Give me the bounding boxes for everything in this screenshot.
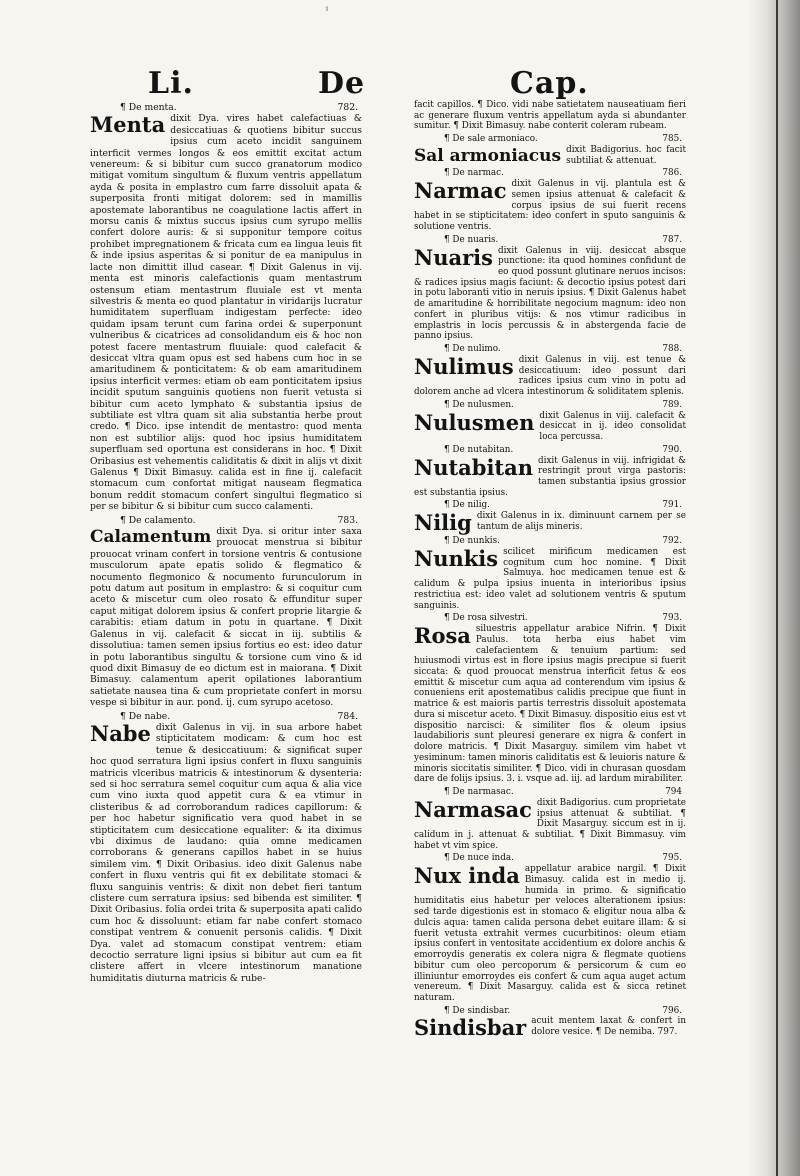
- entry-body: [90, 526, 362, 709]
- entry: [414, 853, 686, 1003]
- entry-lemma: Sal armoniacus: [414, 145, 562, 166]
- entry: [414, 445, 686, 499]
- entry-number: 787.: [662, 234, 682, 245]
- entry-text: dixit Badigorius. hoc facit subtiliat & attenuat.: [566, 144, 686, 166]
- entry-heading: [414, 445, 686, 456]
- entry-body: [414, 411, 686, 443]
- entry-rubric: ¶ De sale armoniaco.: [444, 134, 538, 145]
- entry-text: dixit Galenus in vij. in sua arbore habet stipticitatem modicam: & cum hoc est tenue & desiccatiuum: & significat super hoc quod serratura ligni ipsius confert in fluxu sanguinis matricis vlceribus matricis & intestinorum & dysenteria: sed si hoc serratura semel coquitur cum aqua & alia vice cum vino iuxta quod appetit cura & ea vtimur in clisteribus & ad corroborandum radices capillorum: & per hoc habetur significatio vera quod habet in se stipticitatem cum desiccatione equaliter: & ita diximus vbi diximus de laudano: quia omne medicamen corroborans & generans capillos habet in se huius similem vim. ¶ Dixit Oribasius. ideo dixit Galenus nabe confert in fluxu ventris qui fit ex debilitate stomaci & fluxu sanguinis ventris: & dixit non debet fieri tantum clistere cum serratura ipsius: sed bibenda est similiter. ¶ Dixit Oribasius. folia ordei trita & superposita apati calido cum hoc & dissoluunt: etiam far nabe confert stomaco constipat ventrem & conuenit personis calidis. ¶ Dixit Dya. valet ad stomacum constipat ventrem: etiam decoctio serrature ligni ipsius si bibitur aut cum ea fit clistere affert in vlcere intestinorum manatione humiditatis diuturna matricis & rube-: [90, 721, 362, 984]
- entry-rubric: ¶ De nutabitan.: [444, 444, 514, 455]
- entry-heading: [414, 168, 686, 179]
- entry-text: dixit Galenus in viij. est tenue & desiccatiuum: ideo possunt dari radices ipsius cum vino in potu ad dolorem anche ad vlcera intestinorum & soliditatem splenis.: [414, 354, 686, 398]
- entry-lemma: Nabe: [90, 720, 151, 746]
- book-gutter: [748, 0, 800, 1176]
- entry-number: 784.: [337, 710, 358, 722]
- entry-number: 782.: [337, 102, 358, 113]
- entry-heading: [414, 787, 686, 798]
- entry-rubric: ¶ De nulusmen.: [444, 399, 514, 410]
- entry-text: scilicet mirificum medicamen est cognitum cum hoc nomine. ¶ Dixit Salmuya. hoc medicamen tenue est & calidum & pulpa ipsius inuenta in interioribus ipsius restrictiua est: ideo valet ad solutionem ventris & sputum sanguinis.: [414, 546, 686, 611]
- entry-lemma: Sindisbar: [414, 1015, 527, 1041]
- entry: [414, 168, 686, 232]
- entry-text: facit capillos. ¶ Dico. vidi nabe satietatem nauseatiuam fieri ac generare fluxum ventris appellatum ayda si abundanter sumitur. ¶ Dixit Bimasuy. nabe conterit coleram rubeam.: [414, 100, 686, 132]
- entry-rubric: ¶ De nabe.: [120, 710, 171, 722]
- entry-rubric: ¶ De calamento.: [120, 514, 196, 526]
- entry: [414, 134, 686, 166]
- entry-number: 786.: [662, 168, 682, 179]
- entry-body: [414, 864, 686, 1004]
- entry-body: [90, 113, 362, 512]
- entry-body: [90, 722, 362, 984]
- entry-lemma: Nulimus: [414, 353, 514, 379]
- entry-lemma: Narmac: [414, 178, 507, 204]
- right-column: [414, 100, 686, 1039]
- entry-text: dixit Galenus in viij. desiccat absque punctione: ita quod homines confidunt de eo quod possunt glutinare neruos incisos: & radices ipsius magis faciunt: & decoctio ipsius potest dari in potu laboranti vitio in neruis ipsius. ¶ Dixit Galenus habet de amaritudine & horribilitate negocium magnum: ideo non confert in pluribus vitijs: & nos vtimur radicibus in emplastris in locis percussis & in abstergenda facie de panno ipsius.: [414, 245, 686, 342]
- running-head-chapter: Cap.: [510, 66, 589, 101]
- running-head-book: Li.: [148, 66, 194, 101]
- entry-number: 791.: [662, 500, 682, 511]
- entry-rubric: ¶ De rosa silvestri.: [444, 613, 528, 624]
- entry-body: [414, 798, 686, 852]
- entry-rubric: ¶ De nilig.: [444, 500, 490, 511]
- entry: [414, 787, 686, 851]
- entry-text: dixit Galenus in vij. plantula est & semen ipsius attenuat & calefacit & corpus ipsius de sui fuerit recens habet in se stipticitatem: ideo confert in sputo sanguinis & solutione ventris.: [414, 179, 686, 233]
- page-mark: ¹: [325, 6, 330, 17]
- entry-number: 785.: [662, 134, 682, 145]
- entry: [90, 102, 362, 513]
- entry-number: 794: [665, 787, 682, 798]
- entry-rubric: ¶ De nuaris.: [444, 234, 499, 245]
- entry-lemma: Narmasac: [414, 796, 532, 822]
- entry-number: 789.: [662, 399, 682, 410]
- entry: [90, 515, 362, 709]
- entry-rubric: ¶ De nuce inda.: [444, 853, 514, 864]
- entry-heading: [90, 711, 362, 722]
- entry-number: 796.: [662, 1005, 682, 1016]
- entry-number: 783.: [337, 514, 358, 526]
- entry-number: 788.: [662, 344, 682, 355]
- entry-lemma: Rosa: [414, 623, 471, 649]
- entry: [414, 235, 686, 342]
- entry-text: appellatur arabice nargil. ¶ Dixit Bimasuy. calida est in medio ij. humida in primo. & significatio humiditatis eius habetur per veloces alterationem ipsius: sed tarde digestionis est in stomaco & eligitur noua alba & dulcis aqua: tamen calida persona debet euitare illam: & si fuerit vetusta extrahit vermes cucurbitinos: oleum etiam ipsius confert in ventositate accidentium ex dolore anchis & emorroydis generatis ex colera nigra & flegmate quotiens bibitur cum oleo percoporum & persicorum & cum eo illiniuntur emorroydes eis confert & cum aqua auget actum venereum. ¶ Dixit Masarguy. calida est & sicca retinet naturam.: [414, 864, 686, 1004]
- left-column: [90, 100, 362, 984]
- running-head-de: De: [318, 66, 366, 101]
- entry-rubric: ¶ De narmac.: [444, 168, 504, 179]
- entry: [90, 711, 362, 985]
- entry-heading: [414, 235, 686, 246]
- entry-lemma: Nutabitan: [414, 454, 534, 480]
- entry-heading: [90, 102, 362, 113]
- entry-text: acuit mentem laxat & confert in dolore vesice. ¶ De nemiba. 797.: [531, 1016, 686, 1038]
- entry-number: 793.: [662, 613, 682, 624]
- entry: [414, 613, 686, 785]
- entry-heading: [414, 344, 686, 355]
- entry-rubric: ¶ De narmasac.: [444, 787, 514, 798]
- entry: [414, 1006, 686, 1040]
- entry: [414, 400, 686, 443]
- entry-lemma: Calamentum: [90, 527, 212, 548]
- entry-text: siluestris appellatur arabice Nifrin. ¶ Dixit Paulus. tota herba eius habet vim calefacientem & tenuium partium: sed huiusmodi virtus est in flore ipsius magis precipue si fuerit siccata: & quod prouocat menstrua interficit fetus & eos emittit & miscetur cum aqua ad conterendum vim ipsius & conueniens erit apostematibus calidis precipue que fiunt in matrice & est maioris partis terrestris dissoluit apostemata dura si miscetur aceto. ¶ Dixit Bimasuy. dispositio eius est vt dispositio narcisci: & similiter flos & oleum ipsius laudabilioris sunt pleuresi generare ex nigra & confert in dolore matricis. ¶ Dixit Masarguy. similem vim habet vt yesiminum: tamen minoris caliditatis est & leuioris nature & minoris siccitatis similiter. ¶ Dico. vidi in churasan quosdam dare de folijs ipsius. 3. i. vsque ad. iij. ad lardum mirabiliter.: [414, 624, 686, 785]
- entry-heading: [414, 500, 686, 511]
- entry-body: [414, 179, 686, 233]
- entry-rubric: ¶ De nulimo.: [444, 344, 501, 355]
- entry-body: [414, 1015, 686, 1041]
- entry-text: dixit Dya. si oritur inter saxa prouocat menstrua si bibitur prouocat vrinam confert in torsione ventris & contusione musculorum apate epatis solido & flegmatico & nocumento flegmonico & nocumento furunculorum in potu datum aut positum in emplastro: & si coquitur cum aceto & miscetur cum oleo rosato & effunditur super caput mitigat dolorem ipsius & confert proprie litargie & carabitis: etiam datum in potu in quartane. ¶ Dixit Galenus in vij. calefacit & siccat in iij. subtilis & dissolutiua: tamen semen ipsius fortius eo est: ideo datur in potu laborantibus singultu & torsione cum vino & id quod dixit Bimasuy de eo dictum est in maiorana. ¶ Dixit Bimasuy. calamentum aperit opilationes laborantium satietate nausea tina & cum proprietate confert in morsu vespe si bibitur in aur. pond. ij. cum syrupo acetoso.: [90, 526, 362, 709]
- entry-lemma: Nulusmen: [414, 409, 535, 435]
- entry-body: [414, 100, 686, 132]
- entry-heading: [414, 613, 686, 624]
- entry-body: [414, 145, 686, 166]
- entry-number: 792.: [662, 536, 682, 547]
- entry-lemma: Nuaris: [414, 244, 493, 270]
- entry-body: [414, 510, 686, 536]
- entry-rubric: ¶ De menta.: [120, 102, 177, 113]
- entry-body: [414, 246, 686, 343]
- entry-lemma: Nilig: [414, 510, 472, 536]
- entry: [414, 500, 686, 534]
- entry-heading: [414, 536, 686, 547]
- entry-heading: [414, 134, 686, 145]
- entry-body: [414, 355, 686, 398]
- entry-heading: [414, 400, 686, 411]
- entry-heading: [414, 853, 686, 864]
- entry-heading: [414, 1006, 686, 1017]
- entry-text: dixit Galenus in viij. infrigidat & restringit prout virga pastoris: tamen substantia ipsius grossior est substantia ipsius.: [414, 455, 686, 498]
- entry-lemma: Nunkis: [414, 545, 499, 571]
- entry-text: dixit Dya. vires habet calefactiuas & desiccatiuas & quotiens bibitur succus ipsius cum aceto incidit sanguinem interficit vermes longos & eos emittit excitat actum venereum: & si bibitur cum succo granatorum modico mitigat vomitum singultum & fluxum ventris appellatum ayda & posita in emplastro cum farre dissoluit apata & superposita fronti mitigat dolorem: sed in mamillis apostemate laborantibus ne coagulatione lactis affert in morsu canis & mixtus succus ipsius cum syrupo mellis confert dolore auris: & si supponitur tempore coitus prohibet impregnationem & fricata cum ea lingua leuis fit & inde ipsius asperitas & si ponitur de ea manipulus in lacte non dimittit illud casear. ¶ Dixit Galenus in vij. menta est minoris calefactionis quam mentastrum ostensum etiam mentastrum fluuiale est vt menta silvestris & menta eo quod plantatur in viridarijs lucratur humiditatem superfluam indigestam perfecte: ideo quidam ipsam terunt cum farina ordei & superponunt vulneribus & cicatrices ad consolidandum eis & hoc non potest facere mentastrum fluuiale: quod calefacit & desiccat vltra quam opus est sed habens cum hoc in se amaritudinem & ponticitatem: & ob eam amaritudinem ipsius interficit vermes: etiam ob eam ponticitatem ipsius incidit sputum sanguinis quotiens non fuerit vetusta si bibitur cum aceto lymphato & substantia ipsius de subtiliate est vltra quam sit alia substantia herbe prout credo. ¶ Dico. ipse intendit de mentastro: quod menta non est subtilior alijs: quod hoc ipsius humiditatem superfluam sed oportuna est considerans in hoc. ¶ Dixit Oribasius est vehementis caliditatis & dixit in alijs vt dixit Galenus ¶ Dixit Bimasuy. calida est in fine ij. calefacit stomacum cum confortat mitigat nauseam flegmatica bonum reddit stomacum confert singultui flegmatico si per se bibitur & si bibitur cum succo calamenti.: [90, 113, 362, 513]
- entry-heading: [90, 515, 362, 526]
- entry: [414, 536, 686, 611]
- entry-body: [414, 456, 686, 499]
- entry-rubric: ¶ De nunkis.: [444, 536, 500, 547]
- entry: [414, 100, 686, 132]
- entry-text: dixit Badigorius. cum proprietate ipsius attenuat & subtiliat. ¶ Dixit Masarguy. siccum est in ij. calidum in j. attenuat & subtiliat. ¶ Dixit Bimmasuy. vim habet vt vim spice.: [414, 797, 686, 851]
- entry-text: dixit Galenus in ix. diminuunt carnem per se tantum de alijs mineris.: [476, 511, 686, 532]
- entry-body: [414, 547, 686, 611]
- entry: [414, 344, 686, 398]
- entry-body: [414, 624, 686, 785]
- entry-number: 790.: [662, 444, 682, 455]
- entry-rubric: ¶ De sindisbar.: [444, 1005, 511, 1016]
- entry-lemma: Menta: [90, 112, 166, 138]
- entry-lemma: Nux inda: [414, 863, 520, 889]
- gutter-edge-line: [776, 0, 778, 1176]
- entry-number: 795.: [662, 853, 682, 864]
- entry-text: dixit Galenus in viij. calefacit & desiccat in ij. ideo consolidat loca percussa.: [539, 410, 686, 443]
